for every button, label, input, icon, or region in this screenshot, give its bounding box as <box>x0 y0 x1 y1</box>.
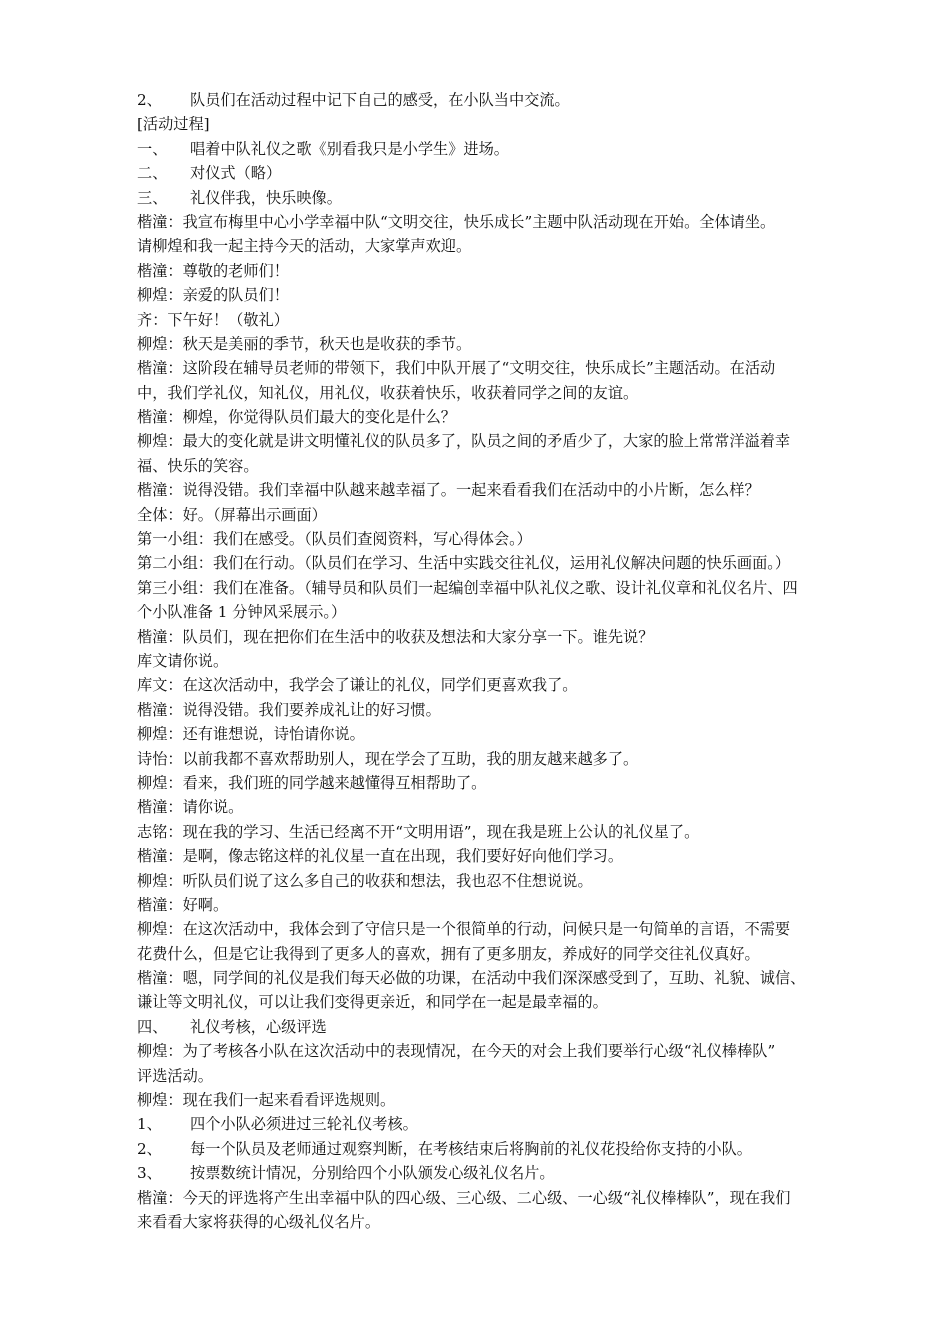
numbered-paragraph <box>137 1137 865 1161</box>
paragraph-text: 第三小组：我们在准备。（辅导员和队员们一起编创幸福中队礼仪之歌、设计礼仪章和礼仪名片、四 <box>137 578 798 597</box>
list-number: 二、 <box>137 164 168 183</box>
paragraph-continuation: 个小队准备 1 分钟风采展示。） <box>137 603 347 622</box>
text-paragraph <box>137 771 865 795</box>
paragraph-text: 志铭：现在我的学习、生活已经离不开“文明用语”，现在我是班上公认的礼仪星了。 <box>137 822 700 841</box>
text-paragraph <box>137 429 865 453</box>
list-number: 2、 <box>137 1139 162 1158</box>
paragraph-text: 队员们在活动过程中记下自己的感受，在小队当中交流。 <box>190 91 570 109</box>
text-paragraph <box>137 722 865 746</box>
list-number: 一、 <box>137 139 168 158</box>
text-paragraph <box>137 673 865 697</box>
paragraph-text: 柳煌：现在我们一起来看看评选规则。 <box>137 1091 396 1110</box>
paragraph-text: 楷潼：这阶段在辅导员老师的带领下，我们中队开展了“文明交往，快乐成长”主题活动。在活动 <box>137 359 776 378</box>
paragraph-text: 楷潼：尊敬的老师们！ <box>137 261 289 280</box>
paragraph-text: 齐：下午好！（敬礼） <box>137 310 289 329</box>
paragraph-text: 楷潼：队员们，现在把你们在生活中的收获及想法和大家分享一下。谁先说？ <box>137 627 654 646</box>
text-paragraph <box>137 698 865 722</box>
text-paragraph <box>137 551 865 575</box>
text-paragraph <box>137 795 865 819</box>
document-page <box>137 88 865 1234</box>
text-paragraph <box>137 210 865 234</box>
text-paragraph <box>137 1039 865 1063</box>
list-number: 3、 <box>137 1164 162 1183</box>
paragraph-text: 柳煌：听队员们说了这么多自己的收获和想法，我也忍不住想说说。 <box>137 871 593 890</box>
paragraph-text: 诗怡：以前我都不喜欢帮助别人，现在学会了互助，我的朋友越来越多了。 <box>137 749 639 768</box>
paragraph-text: 柳煌：亲爱的队员们！ <box>137 286 289 305</box>
numbered-paragraph <box>137 1015 865 1039</box>
paragraph-text: 第一小组：我们在感受。（队员们查阅资料，写心得体会。） <box>137 530 532 549</box>
text-paragraph <box>137 893 865 917</box>
paragraph-text: 四个小队必须进过三轮礼仪考核。 <box>190 1115 418 1134</box>
numbered-paragraph <box>137 161 865 185</box>
paragraph-text: 楷潼：好啊。 <box>137 895 229 914</box>
text-paragraph <box>137 503 865 527</box>
text-paragraph <box>137 625 865 649</box>
paragraph-text: [活动过程] <box>137 115 210 134</box>
numbered-paragraph <box>137 186 865 210</box>
text-paragraph <box>137 966 865 990</box>
paragraph-continuation: 中，我们学礼仪，知礼仪，用礼仪，收获着快乐，收获着同学之间的友谊。 <box>137 383 639 402</box>
text-paragraph <box>137 478 865 502</box>
paragraph-continuation: 评选活动。 <box>137 1066 213 1085</box>
text-paragraph <box>137 308 865 332</box>
list-number: 三、 <box>137 188 168 207</box>
paragraph-continuation: 谦让等文明礼仪，可以让我们变得更亲近，和同学在一起是最幸福的。 <box>137 993 608 1012</box>
text-paragraph <box>137 112 865 136</box>
paragraph-text: 柳煌：最大的变化就是讲文明懂礼仪的队员多了，队员之间的矛盾少了，大家的脸上常常洋溢着幸 <box>137 432 791 451</box>
paragraph-text: 按票数统计情况，分别给四个小队颁发心级礼仪名片。 <box>190 1164 555 1183</box>
paragraph-text: 全体：好。（屏幕出示画面） <box>137 505 327 524</box>
list-number: 四、 <box>137 1017 168 1036</box>
text-paragraph <box>137 869 865 893</box>
text-paragraph <box>137 1186 865 1210</box>
paragraph-text: 柳煌：还有谁想说，诗怡请你说。 <box>137 725 365 744</box>
paragraph-text: 柳煌：秋天是美丽的季节，秋天也是收获的季节。 <box>137 334 472 353</box>
paragraph-text: 楷潼：是啊，像志铭这样的礼仪星一直在出现，我们要好好向他们学习。 <box>137 847 623 866</box>
list-number: 1、 <box>137 1115 162 1134</box>
text-paragraph <box>137 820 865 844</box>
paragraph-text: 楷潼：我宣布梅里中心小学幸福中队“文明交往，快乐成长”主题中队活动现在开始。全体请坐。 <box>137 212 776 231</box>
text-paragraph <box>137 332 865 356</box>
paragraph-text: 每一个队员及老师通过观察判断，在考核结束后将胸前的礼仪花投给你支持的小队。 <box>190 1139 752 1158</box>
paragraph-text: 楷潼：说得没错。我们幸福中队越来越幸福了。一起来看看我们在活动中的小片断，怎么样？ <box>137 481 760 500</box>
paragraph-text: 库文请你说。 <box>137 651 229 670</box>
text-paragraph <box>137 259 865 283</box>
paragraph-text: 楷潼：请你说。 <box>137 798 244 817</box>
numbered-paragraph <box>137 137 865 161</box>
paragraph-text: 柳煌：看来，我们班的同学越来越懂得互相帮助了。 <box>137 773 487 792</box>
text-paragraph <box>137 844 865 868</box>
text-paragraph <box>137 747 865 771</box>
text-paragraph <box>137 405 865 429</box>
list-number: 2、 <box>137 91 162 109</box>
text-paragraph <box>137 527 865 551</box>
text-paragraph <box>137 283 865 307</box>
text-paragraph <box>137 1088 865 1112</box>
paragraph-text: 对仪式（略） <box>190 164 282 183</box>
paragraph-text: 楷潼：柳煌，你觉得队员们最大的变化是什么？ <box>137 408 456 427</box>
text-paragraph <box>137 917 865 941</box>
paragraph-text: 楷潼：今天的评选将产生出幸福中队的四心级、三心级、二心级、一心级“礼仪棒棒队”，现在我们 <box>137 1188 791 1207</box>
paragraph-text: 礼仪考核，心级评选 <box>190 1017 327 1036</box>
numbered-paragraph <box>137 1161 865 1185</box>
paragraph-continuation: 来看看大家将获得的心级礼仪名片。 <box>137 1212 380 1231</box>
paragraph-text: 楷潼：嗯，同学间的礼仪是我们每天必做的功课，在活动中我们深深感受到了，互助、礼貌、诚信、 <box>137 969 806 988</box>
paragraph-text: 柳煌：为了考核各小队在这次活动中的表现情况，在今天的对会上我们要举行心级“礼仪棒棒队” <box>137 1042 776 1061</box>
numbered-paragraph <box>137 88 865 112</box>
paragraph-continuation: 花费什么，但是它让我得到了更多人的喜欢，拥有了更多朋友，养成好的同学交往礼仪真好。 <box>137 944 760 963</box>
paragraph-text: 库文：在这次活动中，我学会了谦让的礼仪，同学们更喜欢我了。 <box>137 676 578 695</box>
paragraph-text: 柳煌：在这次活动中，我体会到了守信只是一个很简单的行动，问候只是一句简单的言语，不需要 <box>137 920 791 939</box>
paragraph-text: 礼仪伴我，快乐映像。 <box>190 188 342 207</box>
paragraph-continuation: 福、快乐的笑容。 <box>137 456 259 475</box>
text-paragraph <box>137 356 865 380</box>
paragraph-text: 楷潼：说得没错。我们要养成礼让的好习惯。 <box>137 700 441 719</box>
paragraph-text: 第二小组：我们在行动。（队员们在学习、生活中实践交往礼仪，运用礼仪解决问题的快乐画面。） <box>137 554 791 573</box>
text-paragraph <box>137 576 865 600</box>
text-paragraph <box>137 649 865 673</box>
paragraph-text: 唱着中队礼仪之歌《别看我只是小学生》进场。 <box>190 139 509 158</box>
paragraph-continuation: 请柳煌和我一起主持今天的活动，大家掌声欢迎。 <box>137 237 472 256</box>
numbered-paragraph <box>137 1112 865 1136</box>
